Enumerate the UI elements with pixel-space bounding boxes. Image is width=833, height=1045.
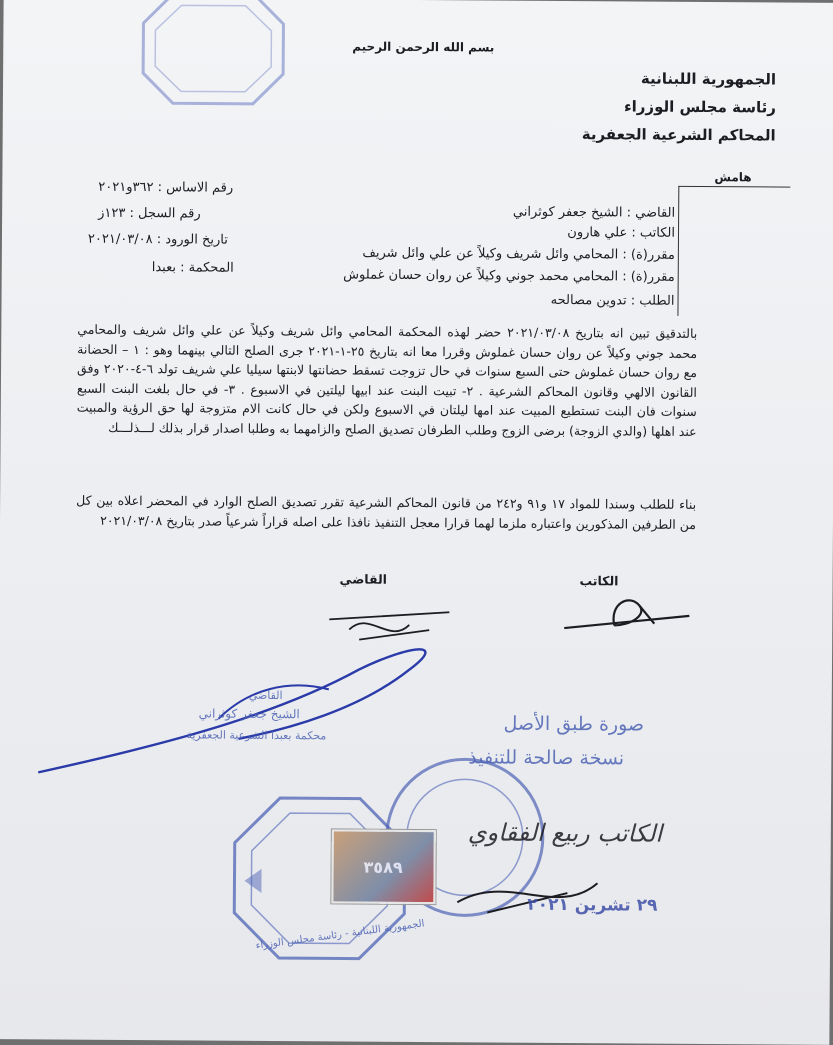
judge-signature-label: القاضي xyxy=(339,571,388,587)
judge-line: القاضي : الشيخ جعفر كوثراني xyxy=(512,204,676,221)
rapporteur-1: مقرر(ة) : المحامي وائل شريف وكيلاً عن علي وائل شريف xyxy=(362,245,675,263)
margin-top-line xyxy=(678,186,790,188)
clerk-line: الكاتب : علي هارون xyxy=(567,225,676,241)
fiscal-stamp-number: ٣٥٨٩ xyxy=(363,857,403,877)
top-octagon-stamp xyxy=(133,0,294,109)
body-paragraph: بالتدقيق تبين انه بتاريخ ٢٠٢١/٠٣/٠٨ حضر لهذه المحكمة المحامي وائل شريف وكيلاً عن علي وائل شريف والمحامي محمد جوني وكيلاً عن روان حسان غملوش وقررا معا انه بتاريخ ٢٥-١-٢٠٢١ جرى الصلح التالي بينهما وهو : ١ – الحضانة مع روان حسان غملوش حتى السبع سنوات في حال تزوجت تسقط حضانتها لابنتها سيليا علي شريف تولد ٦-٤-٢٠٢٠ وفق القانون الالهي وقانون المحاكم الشرعية . ٢- تبيت البنت عند ابيها ليلتين في الاسبوع . ٣- في حال بلغت البنت السبع سنوات فان البنت تستطيع المبيت عند امها ليلتان في الاسبوع ولكن في حال كانت الام متزوجة لها حق الرؤية والمبيت عند اهلها (والدي الزوجة) برضى الزوج وطلب الطرفان تصديق الصلح والزامهما به وطلبا اصدار قرار بذلك لـــذلـــك xyxy=(76,321,698,439)
rapporteur-2: مقرر(ة) : المحامي محمد جوني وكيلاً عن روان حسان غملوش xyxy=(343,267,675,285)
copy-executable-line: نسخة صالحة للتنفيذ xyxy=(468,746,625,770)
register-number: رقم السجل : ١٢٣ز xyxy=(98,205,201,222)
clerk-signature xyxy=(559,593,699,644)
fiscal-stamp xyxy=(331,829,436,904)
judge-stamp-name: الشيخ جعفر كوثراني xyxy=(198,706,300,722)
header-courts: المحاكم الشرعية الجعفرية xyxy=(581,125,776,145)
judge-stamp-court: محكمة بعبدا الشرعية الجعفرية xyxy=(186,728,327,743)
copy-certified-line: صورة طبق الأصل xyxy=(503,712,645,736)
request-line: الطلب : تدوين مصالحه xyxy=(550,292,675,309)
basmala: بسم الله الرحمن الرحيم xyxy=(352,39,495,55)
basis-number: رقم الاساس : ٣٦٢و٢٠٢١ xyxy=(98,179,234,196)
header-republic: الجمهورية اللبنانية xyxy=(640,69,777,89)
header-council: رئاسة مجلس الوزراء xyxy=(623,97,776,117)
judge-stamp-title: القاضي xyxy=(248,688,283,703)
stamp-ring-text: الجمهورية اللبنانية - رئاسة مجلس الوزراء xyxy=(255,918,426,952)
margin-divider xyxy=(677,186,679,316)
margin-label: هامش xyxy=(714,170,752,185)
arrival-date: تاريخ الورود : ٢٠٢١/٠٣/٠٨ xyxy=(87,231,228,248)
decision-paragraph: بناء للطلب وسندا للمواد ١٧ و٩١ و٢٤٢ من قانون المحاكم الشرعية تقرر تصديق الصلح الوارد في المحضر اعلاه بين كل من الطرفين المذكورين واعتباره ملزما لهما قرارا معجل التنفيذ نافذا على اصله قراراً شرعياً صدر بتاريخ ٢٠٢١/٠٣/٠٨ xyxy=(76,492,697,532)
date-note: ٢٩ تشرين ٢٠٢١ xyxy=(527,894,658,916)
clerk-handwritten-name: الكاتب ربيع الفقاوي xyxy=(467,818,663,848)
clerk-signature-label: الكاتب xyxy=(579,573,619,589)
court-name: المحكمة : بعبدا xyxy=(151,260,234,276)
